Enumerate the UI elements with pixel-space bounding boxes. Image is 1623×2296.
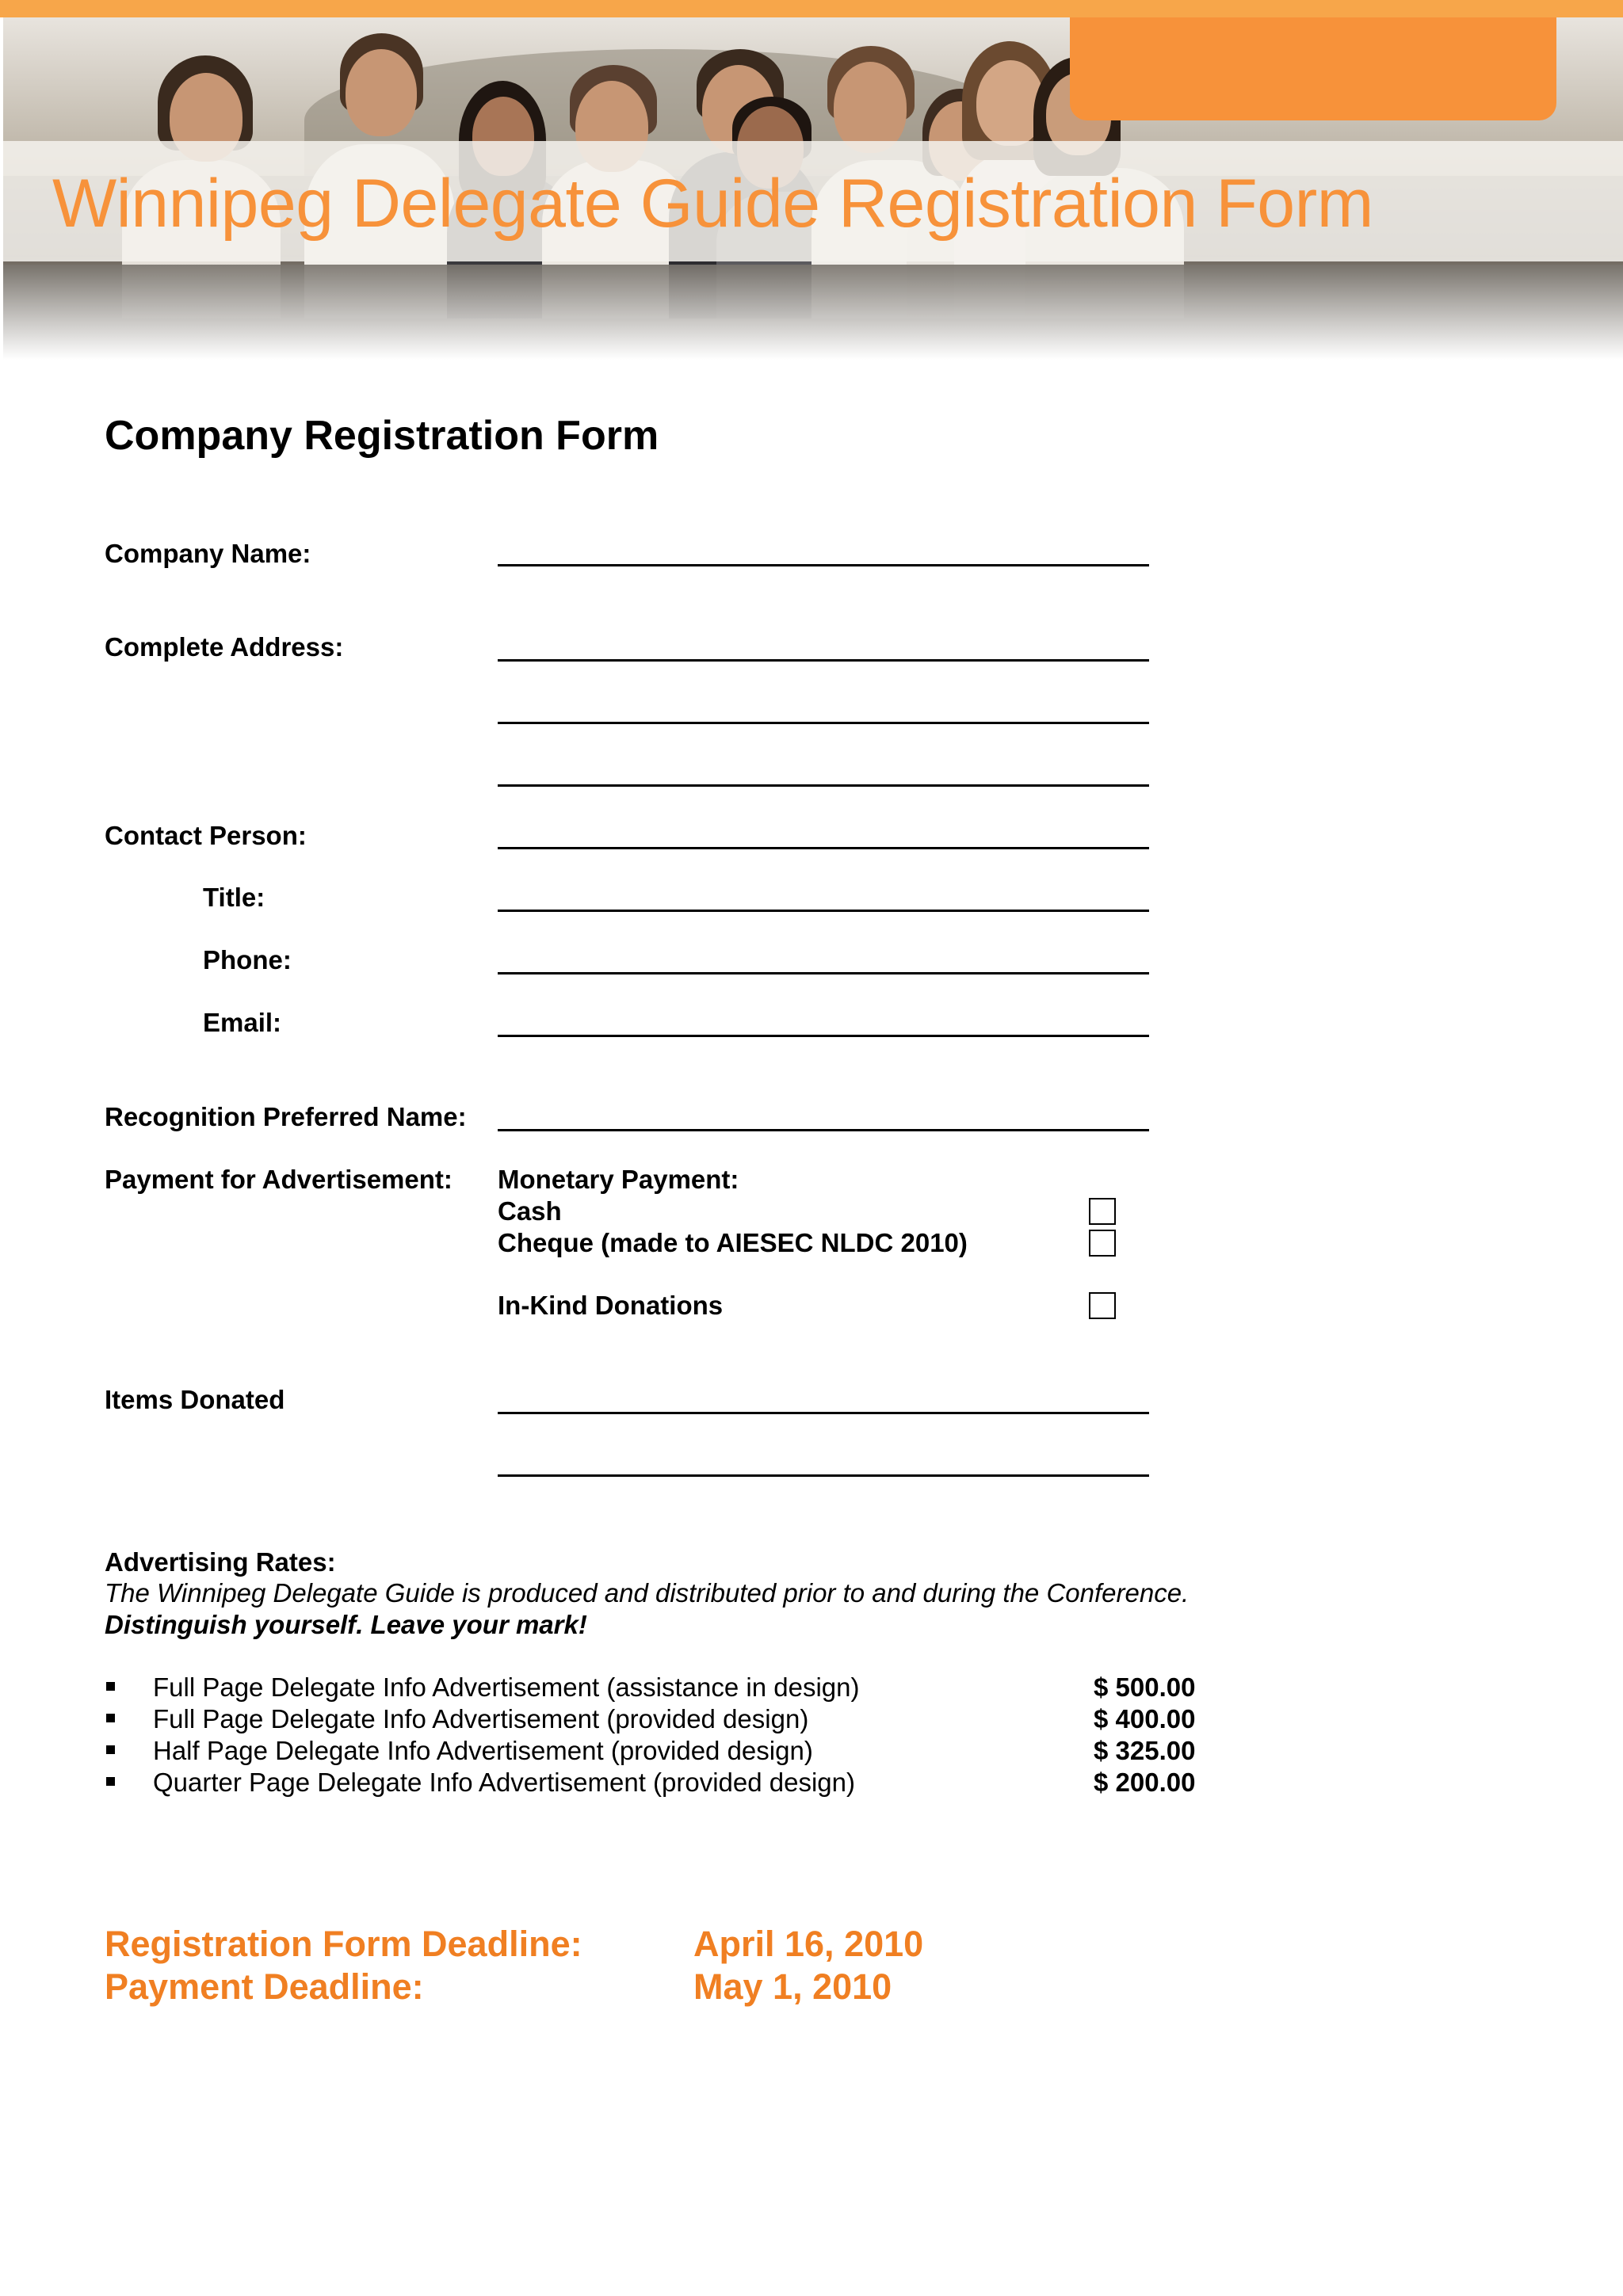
in-kind-checkbox[interactable] <box>1089 1292 1116 1319</box>
monetary-payment-label: Monetary Payment: <box>498 1165 739 1194</box>
rates-tagline: Distinguish yourself. Leave your mark! <box>105 1610 587 1639</box>
registration-deadline-label: Registration Form Deadline: <box>105 1924 582 1964</box>
recognition-name-label: Recognition Preferred Name: <box>105 1102 467 1131</box>
header-banner <box>3 17 1623 360</box>
bullet-icon <box>106 1777 115 1786</box>
email-label: Email: <box>203 1008 282 1037</box>
in-kind-label: In-Kind Donations <box>498 1291 724 1320</box>
address-label: Complete Address: <box>105 632 344 662</box>
address-field-line-3[interactable] <box>498 784 1149 787</box>
rate-item-price: $ 400.00 <box>1094 1704 1196 1733</box>
recognition-name-field[interactable] <box>498 1129 1149 1131</box>
items-donated-label: Items Donated <box>105 1385 285 1414</box>
email-field[interactable] <box>498 1035 1149 1037</box>
payment-deadline-date: May 1, 2010 <box>693 1966 892 2007</box>
rates-description: The Winnipeg Delegate Guide is produced and distributed prior to and during the Conference. <box>105 1578 1190 1608</box>
rates-heading: Advertising Rates: <box>105 1547 336 1577</box>
banner-orange-block <box>1070 17 1556 120</box>
title-label: Title: <box>203 883 265 912</box>
rate-item-label: Full Page Delegate Info Advertisement (assistance in design) <box>153 1672 860 1702</box>
rate-item-label: Half Page Delegate Info Advertisement (provided design) <box>153 1736 813 1765</box>
address-field-line-2[interactable] <box>498 722 1149 724</box>
rate-item-label: Quarter Page Delegate Info Advertisement (provided design) <box>153 1768 856 1797</box>
company-name-field[interactable] <box>498 564 1149 566</box>
form-heading: Company Registration Form <box>105 413 659 459</box>
bullet-icon <box>106 1714 115 1722</box>
contact-person-field[interactable] <box>498 847 1149 849</box>
payment-deadline-label: Payment Deadline: <box>105 1966 424 2007</box>
rate-item-price: $ 500.00 <box>1094 1672 1196 1702</box>
title-field[interactable] <box>498 910 1149 912</box>
cash-checkbox[interactable] <box>1089 1198 1116 1225</box>
top-accent-bar <box>0 0 1623 17</box>
banner-bottom-fade <box>3 265 1623 360</box>
payment-label: Payment for Advertisement: <box>105 1165 453 1194</box>
bullet-icon <box>106 1682 115 1691</box>
cash-label: Cash <box>498 1196 562 1226</box>
registration-deadline-date: April 16, 2010 <box>693 1924 924 1964</box>
rate-item-label: Full Page Delegate Info Advertisement (provided design) <box>153 1704 809 1733</box>
cheque-label: Cheque (made to AIESEC NLDC 2010) <box>498 1228 968 1257</box>
cheque-checkbox[interactable] <box>1089 1230 1116 1257</box>
bullet-icon <box>106 1745 115 1754</box>
items-donated-field-line-1[interactable] <box>498 1412 1149 1414</box>
contact-person-label: Contact Person: <box>105 821 307 850</box>
company-name-label: Company Name: <box>105 539 311 568</box>
banner-title: Winnipeg Delegate Guide Registration Form <box>52 166 1373 242</box>
address-field-line-1[interactable] <box>498 659 1149 662</box>
phone-field[interactable] <box>498 972 1149 974</box>
rate-item-price: $ 200.00 <box>1094 1768 1196 1797</box>
phone-label: Phone: <box>203 945 292 974</box>
items-donated-field-line-2[interactable] <box>498 1474 1149 1477</box>
rate-item-price: $ 325.00 <box>1094 1736 1196 1765</box>
